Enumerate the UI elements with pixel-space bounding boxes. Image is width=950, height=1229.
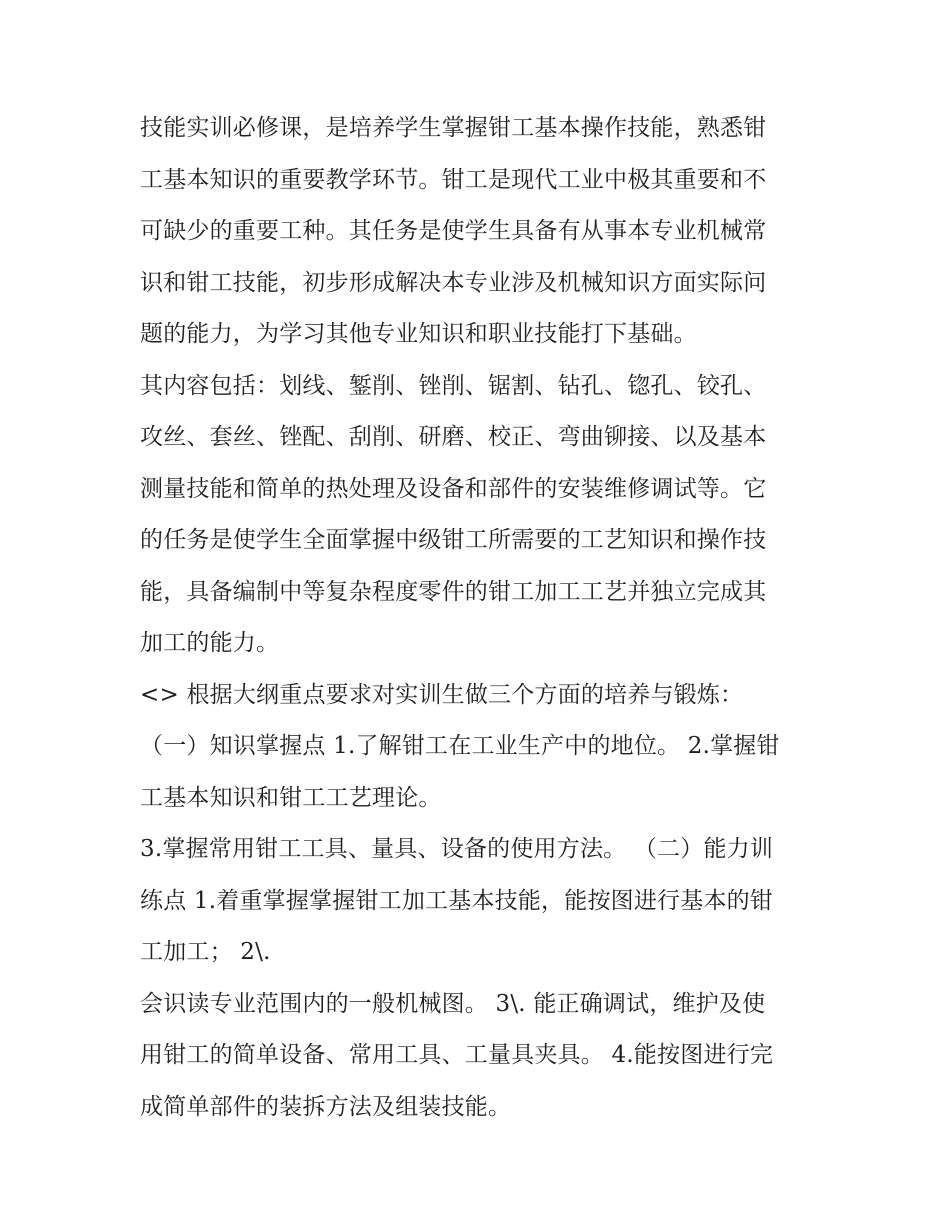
text-line: 成简单部件的装拆方法及组装技能。 bbox=[140, 1093, 512, 1120]
paragraph-syllabus-focus bbox=[140, 670, 820, 722]
paragraph-ability-points bbox=[140, 824, 820, 979]
paragraph-skill-points bbox=[140, 979, 820, 1134]
text-line: 加工的能力。 bbox=[140, 630, 280, 656]
text-line: 工基本知识的重要教学环节。钳工是现代工业中极其重要和不 bbox=[140, 166, 767, 193]
text-line: 的任务是使学生全面掌握中级钳工所需要的工艺知识和操作技 bbox=[140, 527, 767, 553]
text-line: 3.掌握常用钳工工具、量具、设备的使用方法。 （二）能力训 bbox=[140, 836, 774, 862]
text-line: 识和钳工技能，初步形成解决本专业涉及机械知识方面实际问 bbox=[140, 269, 767, 296]
text-line: 会识读专业范围内的一般机械图。 3\. 能正确调试，维护及使 bbox=[140, 990, 766, 1017]
text-line: 技能实训必修课，是培养学生掌握钳工基本操作技能，熟悉钳 bbox=[140, 115, 767, 141]
text-line: 可缺少的重要工种。其任务是使学生具备有从事本专业机械常 bbox=[140, 218, 767, 244]
text-line: 练点 1.着重掌握掌握钳工加工基本技能，能按图进行基本的钳 bbox=[140, 887, 774, 914]
text-line: 用钳工的简单设备、常用工具、工量具夹具。 4.能按图进行完 bbox=[140, 1042, 774, 1068]
text-line: 工加工； 2\. bbox=[140, 939, 271, 965]
text-line: <> 根据大纲重点要求对实训生做三个方面的培养与锻炼： bbox=[140, 681, 744, 708]
paragraph-course-intro bbox=[140, 103, 820, 361]
text-line: 攻丝、套丝、锉配、刮削、研磨、校正、弯曲铆接、以及基本 bbox=[140, 424, 767, 450]
text-line: 工基本知识和钳工工艺理论。 bbox=[140, 784, 442, 811]
text-line: 其内容包括：划线、錾削、锉削、锯割、钻孔、锪孔、铰孔、 bbox=[140, 372, 767, 399]
text-line: 题的能力，为学习其他专业知识和职业技能打下基础。 bbox=[140, 321, 697, 347]
text-line: （一）知识掌握点 1.了解钳工在工业生产中的地位。 2.掌握钳 bbox=[140, 733, 780, 759]
text-line: 能，具备编制中等复杂程度零件的钳工加工工艺并独立完成其 bbox=[140, 578, 767, 605]
document-body bbox=[140, 103, 820, 1133]
paragraph-knowledge-points bbox=[140, 721, 820, 824]
text-line: 测量技能和简单的热处理及设备和部件的安装维修调试等。它 bbox=[140, 475, 767, 502]
paragraph-course-content bbox=[140, 361, 820, 670]
